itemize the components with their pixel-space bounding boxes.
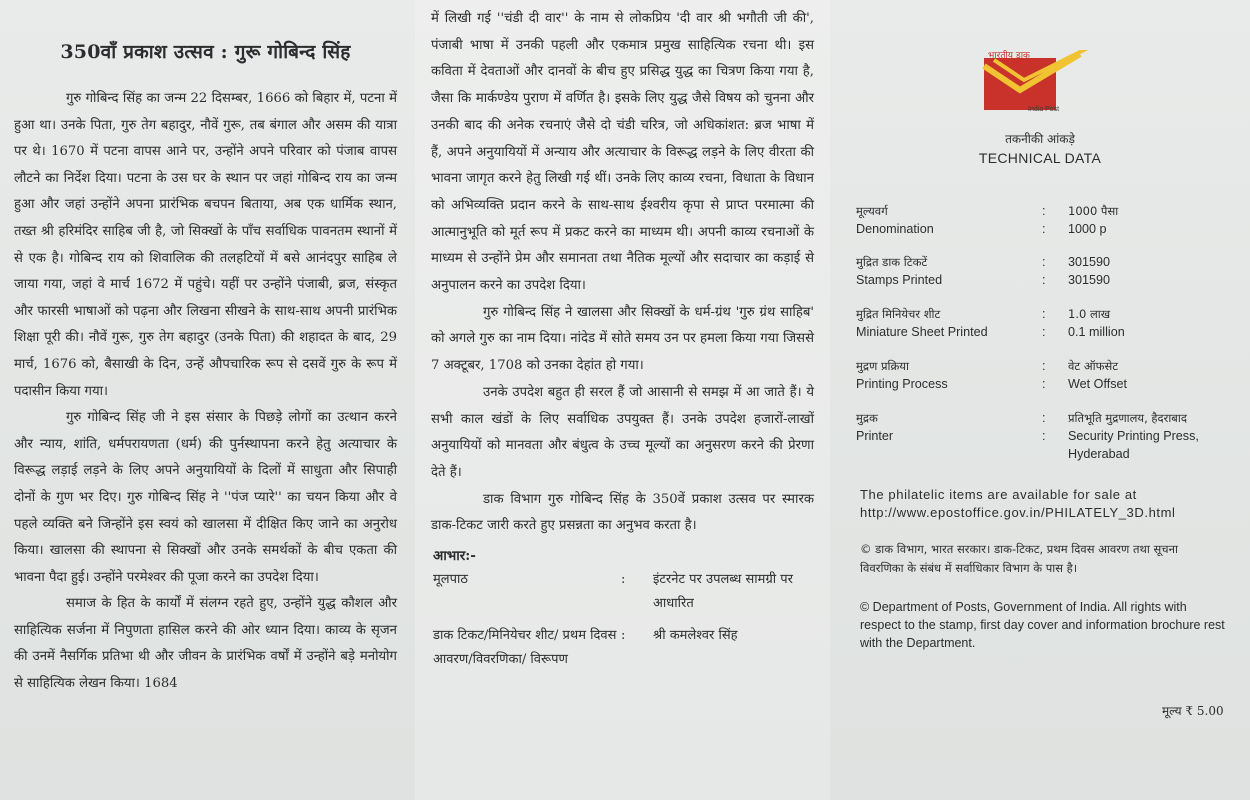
spec-colon: :: [1042, 411, 1046, 425]
spec-colon: :: [1042, 377, 1046, 391]
ack-colon: :: [621, 628, 626, 644]
spec-key-hindi: मुद्रित डाक टिकटें: [856, 255, 928, 269]
paragraph: गुरु गोबिन्द सिंह ने खालसा और सिक्खों के धर्म-ग्रंथ 'गुरु ग्रंथ साहिब' को अगले गुरु का नाम दिया। नांदेड में सोते समय उन पर हमला किया गया जिससे 7 अक्टूबर, 1708 को उनका देहांत हो गया।: [431, 304, 814, 374]
spec-key-hindi: मुद्रित मिनियेचर शीट: [856, 307, 941, 321]
ack-key: डाक टिकट/मिनियेचर शीट/ प्रथम दिवस आवरण/विवरणिका/ विरूपण: [433, 628, 617, 668]
spec-colon: :: [1042, 359, 1046, 373]
spec-key: Printing Process: [856, 377, 948, 391]
spec-value-hindi: 1000 पैसा: [1068, 204, 1119, 218]
ack-colon: :: [621, 572, 626, 588]
india-post-logo: [980, 50, 1095, 120]
paragraph: गुरु गोबिन्द सिंह का जन्म 22 दिसम्बर, 1666 को बिहार में, पटना में हुआ था। उनके पिता, गुरु तेग बहादुर, नौवें गुरू, तब बंगाल और असम की यात्रा पर थे। 1670 में पटना वापस आने पर, उन्होंने अपने परिवार को पंजाब वापस लौटने का निर्देश दिया। पटना के उस घर के स्थान पर जहां गोबिन्द राय का जन्म हुआ और जहां उन्होंने अपना प्रारंभिक बचपन बिताया, अब एक धार्मिक स्थान, तख्त श्री हरिमंदिर साहिब जी है, जो सिक्खों के पाँच सर्वाधिक पावनतम स्थानों में से एक है। गोबिन्द राय को शिवालिक की तलहटियों में बसे आनंदपुर साहिब ले जाया गया, जहां वे मार्च 1672 में पहुंचे। यहीं पर उन्होंने पंजाबी, ब्रज, संस्कृत और फारसी भाषाओं को पढ़ना और लिखना सीखने के साथ-साथ अपनी प्रारंभिक शिक्षा पूरी की। नौवें गुरू, गुरु तेग बहादुर (उनके पिता) की शहादत के बाद, 29 मार्च, 1676 को, बैसाखी के दिन, उन्हें औपचारिक रूप से दसवें गुरु के रूप में पदासीन किया गया।: [14, 91, 397, 399]
copyright-hindi: © डाक विभाग, भारत सरकार। डाक-टिकट, प्रथम दिवस आवरण तथा सूचना विवरणिका के संबंध में सर्वाधिकार विभाग के पास है।: [860, 542, 1178, 575]
spec-key: Printer: [856, 429, 894, 443]
spec-value-hindi: वेट ऑफसेट: [1068, 359, 1119, 373]
left-column: [0, 0, 415, 800]
spec-value-hindi: प्रतिभूति मुद्रणालय, हैदराबाद: [1068, 411, 1187, 425]
technical-data-heading: TECHNICAL DATA: [978, 150, 1102, 166]
copyright-english: © Department of Posts, Government of India. All rights with respect to the stamp, first day cover and information brochure rest with the Department.: [860, 600, 1225, 650]
spec-value: 1000 p: [1068, 222, 1107, 236]
spec-value: 0.1 million: [1068, 325, 1125, 339]
paragraph: उनके उपदेश बहुत ही सरल हैं जो आसानी से समझ में आ जाते हैं। ये सभी काल खंडों के लिए सर्वाधिक उपयुक्त हैं। उनके उपदेश हजारों-लाखों अनुयायियों को मानवता और बंधुत्व के उच्च मूल्यों का अनुसरण करने की प्रेरणा देते हैं।: [431, 384, 814, 480]
acknowledgement-title: आभार:-: [433, 548, 476, 565]
spec-value: Security Printing Press, Hyderabad: [1068, 429, 1199, 461]
right-column: [830, 0, 1250, 800]
page-title: 350वाँ प्रकाश उत्सव : गुरू गोबिन्द सिंह: [60, 41, 351, 63]
spec-colon: :: [1042, 222, 1046, 236]
spec-key-hindi: मूल्यवर्ग: [856, 204, 888, 218]
acknowledgement-row: [433, 624, 814, 672]
ack-value: इंटरनेट पर उपलब्ध सामग्री पर आधारित: [653, 572, 793, 612]
spec-colon: :: [1042, 307, 1046, 321]
paragraph: डाक विभाग गुरु गोबिन्द सिंह के 350वें प्रकाश उत्सव पर स्मारक डाक-टिकट जारी करते हुए प्रसन्नता का अनुभव करता है।: [431, 491, 814, 534]
paragraph: समाज के हित के कार्यों में संलग्न रहते हुए, उन्होंने युद्ध कौशल और साहित्यिक सर्जना में निपुणता हासिल करने की ओर ध्यान दिया। काव्य के सृजन की उनमें नैसर्गिक प्रतिभा थी और जीवन के प्रारंभिक वर्षों में उन्होंने बड़े मनोयोग से साहित्यिक लेखन किया। 1684: [14, 596, 397, 692]
paragraph: गुरु गोबिन्द सिंह जी ने इस संसार के पिछड़े लोगों का उत्थान करने और न्याय, शांति, धर्मपरायणता (धर्म) की पुर्नस्थापना करने हेतु अत्याचार के विरूद्ध लड़ाई लड़ने के लिए अपने अनुयायियों के दिलों में साधुता और सिपाही दोनों के गुण भर दिए। गुरु गोबिन्द सिंह ने ''पंज प्यारे'' का चयन किया और वे पहले व्यक्ति बने जिन्होंने इस स्वयं को खालसा में दीक्षित किए जाने का अनुरोध किया। खालसा की स्थापना से सिक्खों और उनके समर्थकों के बीच एकता की भावना पैदा हुई। उन्होंने परमेश्वर की पूजा करने का उपदेश दिया।: [14, 410, 397, 585]
logo-hindi-text: भारतीय डाक: [988, 51, 1030, 61]
spec-colon: :: [1042, 325, 1046, 339]
spec-colon: :: [1042, 429, 1046, 443]
spec-value-hindi: 1.0 लाख: [1068, 307, 1111, 321]
ack-key: मूलपाठ: [433, 572, 468, 588]
logo-english-text: India Post: [1028, 106, 1060, 113]
middle-column: [415, 0, 830, 800]
spec-key: Miniature Sheet Printed: [856, 325, 988, 339]
paragraph: में लिखी गई ''चंडी दी वार'' के नाम से लोकप्रिय 'दी वार श्री भगौती जी की', पंजाबी भाषा में उनकी पहली और एकमात्र प्रमुख साहित्यिक रचना थी। इस कविता में देवताओं और दानवों के बीच हुए प्रसिद्ध युद्ध का चित्रण किया गया है, जैसा कि मार्कण्डेय पुराण में वर्णित है। इसके लिए युद्ध जैसे विषय को चुनना और उनकी बाद की अनेक रचनाएं जैसे दो चंडी चरित्र, जो अधिकांशत: ब्रज भाषा में हैं, अपने अनुयायियों में अन्याय और अत्याचार के विरूद्ध लड़ने के लिए वीरता की भावना जागृत करने हेतु लिखी गई थीं। उनके लिए काव्य रचना, विधाता के विधान को अभिव्यक्ति प्रदान करने के साथ-साथ ईश्वरीय कृपा से प्राप्त परमात्मा की आत्मानुभूति को मूर्त रूप में प्रकट करने का माध्यम थी। अपनी काव्य रचनाओं के माध्यम से उन्होंने प्रेम और समानता तथा नैतिक मूल्यों और सदाचार का कड़ाई से अनुपालन करने का उपदेश दिया।: [431, 11, 814, 294]
spec-key-hindi: मुद्रण प्रक्रिया: [856, 359, 909, 373]
technical-data-heading-hindi: तकनीकी आंकड़े: [1005, 132, 1075, 146]
spec-key: Stamps Printed: [856, 273, 943, 287]
spec-colon: :: [1042, 255, 1046, 269]
spec-colon: :: [1042, 204, 1046, 218]
spec-value: Wet Offset: [1068, 377, 1128, 391]
price-label: मूल्य ₹ 5.00: [1162, 704, 1224, 718]
spec-key-hindi: मुद्रक: [856, 411, 878, 425]
acknowledgement-row: [433, 568, 814, 616]
spec-value: 301590: [1068, 273, 1111, 287]
ack-value: श्री कमलेश्वर सिंह: [653, 628, 738, 644]
availability-note: The philatelic items are available for sale at http://www.epostoffice.gov.in/PHILATELY_3D.html: [860, 487, 1176, 520]
spec-value-hindi: 301590: [1068, 255, 1111, 269]
spec-colon: :: [1042, 273, 1046, 287]
spec-key: Denomination: [856, 222, 934, 236]
